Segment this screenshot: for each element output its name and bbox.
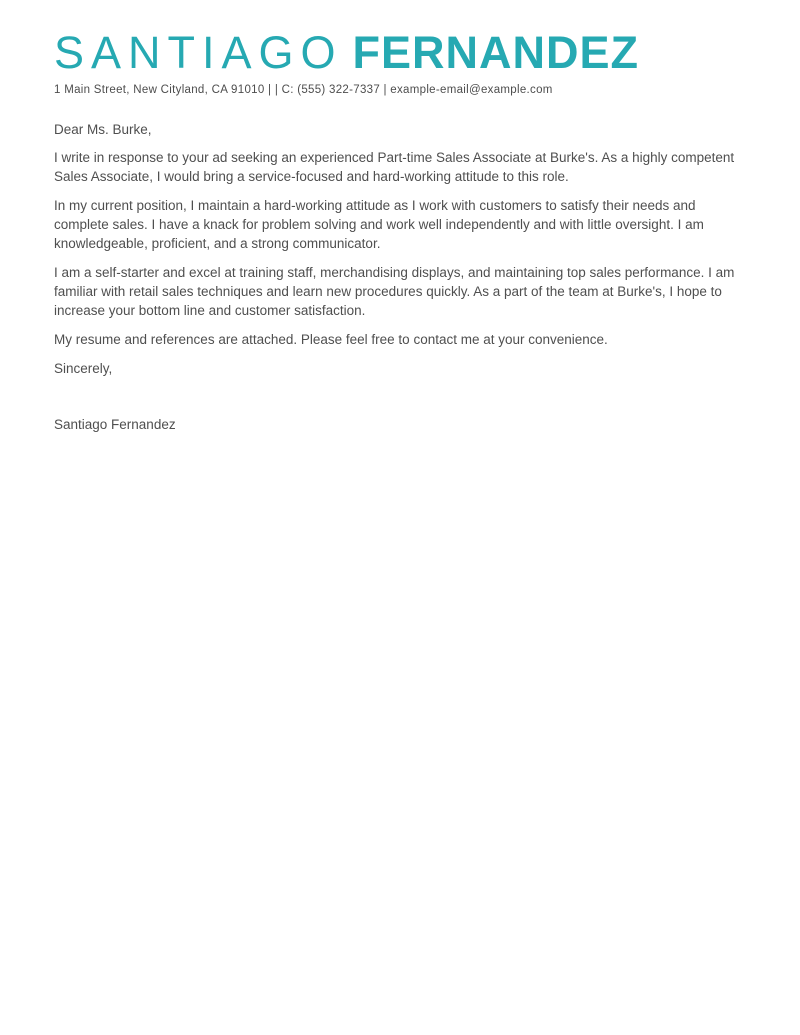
closing: Sincerely, bbox=[54, 361, 113, 376]
salutation: Dear Ms. Burke, bbox=[54, 122, 152, 137]
letter-paragraph: I write in response to your ad seeking an experienced Part-time Sales Associate at Burke's. As a highly competent Sales Associate, I would bring a service-focused and hard-working attitude to this role. bbox=[54, 150, 735, 184]
signature: Santiago Fernandez bbox=[54, 417, 176, 432]
contact-line: 1 Main Street, New Cityland, CA 91010 | | C: (555) 322-7337 | example-email@example.com bbox=[54, 84, 553, 96]
candidate-name bbox=[54, 27, 746, 78]
candidate-last-name: FERNANDEZ bbox=[352, 27, 640, 78]
letter-paragraph: In my current position, I maintain a hard-working attitude as I work with customers to satisfy their needs and complete sales. I have a knack for problem solving and work well independently and with little oversight. I am knowledgeable, proficient, and a strong communicator. bbox=[54, 198, 704, 251]
letter-body bbox=[54, 120, 746, 434]
candidate-first-name: SANTIAGO bbox=[54, 27, 343, 78]
letter-paragraph: My resume and references are attached. Please feel free to contact me at your convenience. bbox=[54, 332, 608, 347]
letter-header bbox=[54, 27, 746, 96]
letter-paragraph: I am a self-starter and excel at training staff, merchandising displays, and maintaining top sales performance. I am familiar with retail sales techniques and learn new procedures quickly. As a part of the team at Burke's, I hope to increase your bottom line and customer satisfaction. bbox=[54, 265, 735, 318]
